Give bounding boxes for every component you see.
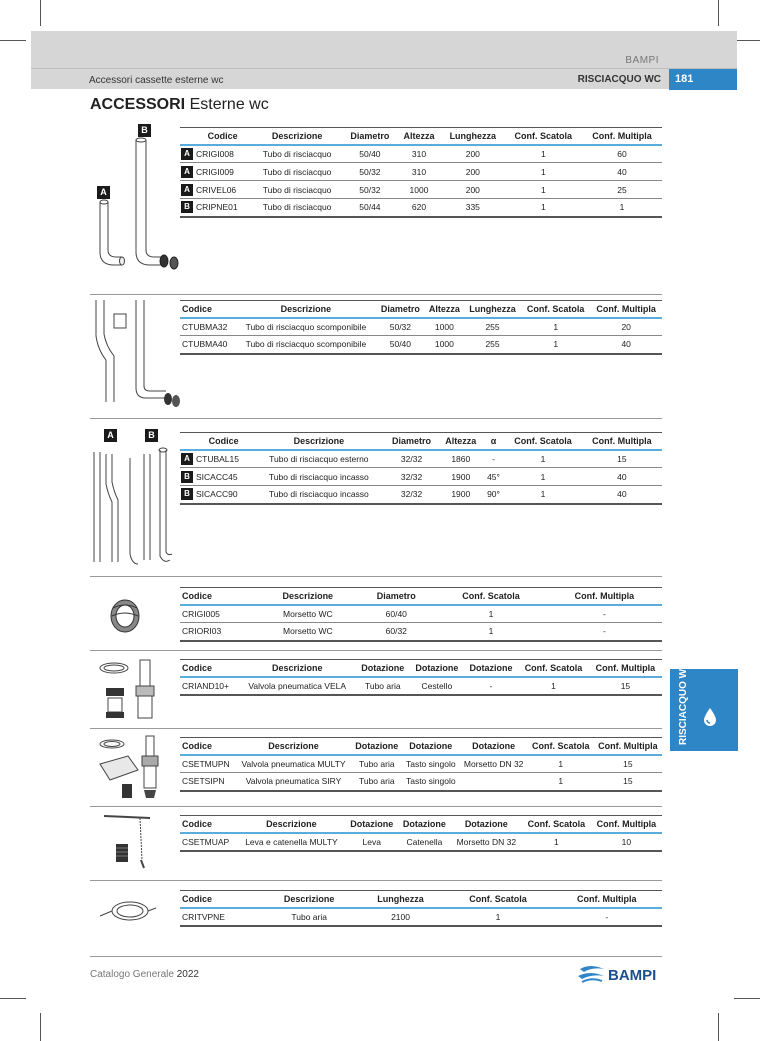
table-cell: CRIPNE01 xyxy=(194,199,251,217)
header-cell: Diametro xyxy=(343,128,397,145)
table-row xyxy=(180,318,662,336)
header-cell: Dotazione xyxy=(460,738,528,755)
header-cell: Dotazione xyxy=(464,660,518,677)
header-cell: Descrizione xyxy=(258,588,357,605)
table-header-row xyxy=(180,738,662,755)
header-cell: Codice xyxy=(180,301,236,318)
table-cell: CRIGI008 xyxy=(194,145,251,163)
table-cell: Tubo di risciacquo xyxy=(251,163,342,181)
page-title xyxy=(90,96,269,114)
section-divider xyxy=(90,728,662,729)
table-cell: Leva e catenella MULTY xyxy=(237,833,345,851)
header-cell: Altezza xyxy=(439,433,483,450)
table-cell: 1 xyxy=(582,199,662,217)
table-cell: 310 xyxy=(397,163,441,181)
header-cell: Dotazione xyxy=(352,738,402,755)
table-cell: 50/40 xyxy=(343,145,397,163)
header-cell: α xyxy=(483,433,504,450)
header-cell: Codice xyxy=(194,433,253,450)
variant-tag-cell xyxy=(180,468,194,486)
footer-catalog-label: Catalogo Generale xyxy=(90,969,177,980)
lever-chain-image xyxy=(100,812,156,872)
table-row xyxy=(180,677,662,695)
table-cell: 1 xyxy=(504,486,582,504)
table-cell: CSETMUAP xyxy=(180,833,237,851)
table-cell: Tubo aria xyxy=(352,773,402,791)
table-cell: 32/32 xyxy=(384,486,438,504)
section-divider xyxy=(90,576,662,577)
table-cell: CRIGI005 xyxy=(180,605,258,623)
variant-tag: B xyxy=(181,488,193,500)
table-cell: 1900 xyxy=(439,486,483,504)
header-cell: Conf. Multipla xyxy=(551,891,662,908)
table-cell: 1 xyxy=(522,833,591,851)
table-cell: CRITVPNE xyxy=(180,908,262,926)
header-cell: Diametro xyxy=(357,588,435,605)
table-row xyxy=(180,163,662,181)
image-tag-b: B xyxy=(145,429,158,442)
header-subbar xyxy=(31,68,737,89)
table-cell: 10 xyxy=(591,833,662,851)
footer-divider xyxy=(90,956,662,957)
product-table xyxy=(180,659,662,696)
bampi-logo xyxy=(578,963,662,990)
section-divider xyxy=(90,806,662,807)
variant-tag: A xyxy=(181,184,193,196)
crop-mark xyxy=(734,998,760,999)
table-cell: - xyxy=(464,677,518,695)
table-cell: Tubo aria xyxy=(352,755,402,773)
header-cell: Conf. Multipla xyxy=(590,301,662,318)
header-cell: Conf. Scatola xyxy=(518,660,589,677)
product-table xyxy=(180,432,662,505)
header-brand: BAMPI xyxy=(625,55,659,66)
table-cell: 1 xyxy=(435,623,547,641)
header-cell: Descrizione xyxy=(253,433,384,450)
table-cell: 15 xyxy=(589,677,662,695)
table-row xyxy=(180,623,662,641)
table-row xyxy=(180,450,662,468)
external-pipe-image xyxy=(90,444,190,570)
table-row xyxy=(180,773,662,791)
table-row xyxy=(180,833,662,851)
variant-tag-cell xyxy=(180,145,194,163)
table-header-row xyxy=(180,891,662,908)
table-cell: Tubo di risciacquo xyxy=(251,181,342,199)
section-divider xyxy=(90,418,662,419)
table-cell: CTUBAL15 xyxy=(194,450,253,468)
table-header-row xyxy=(180,128,662,145)
air-tube-image xyxy=(98,896,158,926)
table-cell: 50/32 xyxy=(343,181,397,199)
table-cell: 620 xyxy=(397,199,441,217)
table-cell: 1 xyxy=(505,181,582,199)
table-cell: Tasto singolo xyxy=(402,773,460,791)
table-cell: - xyxy=(547,605,662,623)
pneumatic-valve-image xyxy=(94,656,164,722)
variant-tag: B xyxy=(181,201,193,213)
table-cell: Tubo di risciacquo esterno xyxy=(253,450,384,468)
table-header-row xyxy=(180,301,662,318)
variant-tag-cell xyxy=(180,450,194,468)
header-cell: Descrizione xyxy=(262,891,357,908)
header-cell: Conf. Scatola xyxy=(528,738,594,755)
chapter-side-tab xyxy=(670,661,738,751)
variant-tag: A xyxy=(181,166,193,178)
table-row xyxy=(180,605,662,623)
table-cell: 1 xyxy=(435,605,547,623)
table-cell: 200 xyxy=(441,163,505,181)
table-cell: 1 xyxy=(504,450,582,468)
table-cell: 1 xyxy=(505,145,582,163)
variant-tag-cell xyxy=(180,163,194,181)
table-cell: CSETMUPN xyxy=(180,755,236,773)
header-cell: Altezza xyxy=(425,301,464,318)
product-table xyxy=(180,890,662,927)
table-cell: Tubo aria xyxy=(262,908,357,926)
table-cell: 1900 xyxy=(439,468,483,486)
crop-mark xyxy=(734,40,760,41)
header-cell: Conf. Multipla xyxy=(547,588,662,605)
header-cell: Lunghezza xyxy=(464,301,521,318)
header-cell: Dotazione xyxy=(402,738,460,755)
header-cell: Descrizione xyxy=(251,128,342,145)
header-cell: Conf. Scatola xyxy=(522,816,591,833)
footer-year: 2022 xyxy=(176,969,199,980)
table-cell: 15 xyxy=(582,450,662,468)
table-cell: 1 xyxy=(505,163,582,181)
header-cell: Codice xyxy=(180,588,258,605)
side-tab-label: RISCIACQUO WC xyxy=(678,661,689,745)
crop-mark xyxy=(718,1013,719,1041)
product-table xyxy=(180,587,662,642)
crop-mark xyxy=(718,0,719,26)
table-cell xyxy=(460,773,528,791)
table-cell: 40 xyxy=(582,163,662,181)
table-cell: CRIORI03 xyxy=(180,623,258,641)
table-cell: 60 xyxy=(582,145,662,163)
table-cell: Morsetto DN 32 xyxy=(451,833,522,851)
table-cell: CRIVEL06 xyxy=(194,181,251,199)
header-cell xyxy=(180,128,194,145)
table-row xyxy=(180,908,662,926)
header-cell xyxy=(180,433,194,450)
header-cell: Conf. Multipla xyxy=(582,433,662,450)
table-cell: 335 xyxy=(441,199,505,217)
table-cell: 1000 xyxy=(425,336,464,354)
variant-tag: A xyxy=(181,148,193,160)
header-cell: Dotazione xyxy=(398,816,451,833)
table-row xyxy=(180,468,662,486)
table-cell: 1 xyxy=(528,755,594,773)
table-cell: 45° xyxy=(483,468,504,486)
header-cell: Conf. Multipla xyxy=(594,738,662,755)
table-cell: Catenella xyxy=(398,833,451,851)
flush-pipe-image xyxy=(90,130,190,275)
table-row xyxy=(180,145,662,163)
table-cell: CRIGI009 xyxy=(194,163,251,181)
header-cell: Descrizione xyxy=(236,301,377,318)
section-divider xyxy=(90,294,662,295)
crop-mark xyxy=(40,0,41,26)
table-header-row xyxy=(180,433,662,450)
variant-tag-cell xyxy=(180,199,194,217)
bampi-logo-icon xyxy=(578,963,662,985)
table-cell: Morsetto DN 32 xyxy=(460,755,528,773)
header-cell: Descrizione xyxy=(236,738,352,755)
table-header-row xyxy=(180,588,662,605)
header-cell: Conf. Multipla xyxy=(591,816,662,833)
table-cell: 1 xyxy=(518,677,589,695)
header-cell: Descrizione xyxy=(237,816,345,833)
header-cell: Dotazione xyxy=(356,660,410,677)
table-cell: Tubo di risciacquo scomponibile xyxy=(236,318,377,336)
table-cell: Valvola pneumatica VELA xyxy=(239,677,356,695)
table-cell: - xyxy=(547,623,662,641)
table-cell: Valvola pneumatica SIRY xyxy=(236,773,352,791)
water-drop-icon xyxy=(702,707,718,727)
table-row xyxy=(180,181,662,199)
table-cell: 1 xyxy=(504,468,582,486)
table-cell: CTUBMA40 xyxy=(180,336,236,354)
table-cell: 1 xyxy=(444,908,551,926)
variant-tag: A xyxy=(181,453,193,465)
header-cell: Dotazione xyxy=(345,816,398,833)
table-cell: 40 xyxy=(582,468,662,486)
crop-mark xyxy=(0,40,26,41)
table-cell: 1 xyxy=(528,773,594,791)
header-cell: Conf. Multipla xyxy=(589,660,662,677)
header-cell: Conf. Multipla xyxy=(582,128,662,145)
table-cell: 32/32 xyxy=(384,468,438,486)
header-cell: Altezza xyxy=(397,128,441,145)
chapter-title: RISCIACQUO WC xyxy=(577,74,661,85)
section-title: Accessori cassette esterne wc xyxy=(89,75,224,86)
image-tag-a: A xyxy=(104,429,117,442)
header-cell: Dotazione xyxy=(451,816,522,833)
variant-tag: B xyxy=(181,471,193,483)
image-tag-a: A xyxy=(97,186,110,199)
table-cell: 40 xyxy=(582,486,662,504)
header-cell: Codice xyxy=(180,816,237,833)
table-cell: Valvola pneumatica MULTY xyxy=(236,755,352,773)
table-header-row xyxy=(180,816,662,833)
table-cell: 25 xyxy=(582,181,662,199)
table-cell: 32/32 xyxy=(384,450,438,468)
table-row xyxy=(180,336,662,354)
clamp-image xyxy=(108,598,142,634)
header-cell: Dotazione xyxy=(410,660,464,677)
table-cell: Morsetto WC xyxy=(258,605,357,623)
footer-catalog xyxy=(90,969,199,980)
table-cell: - xyxy=(483,450,504,468)
table-row xyxy=(180,199,662,217)
table-cell: Tubo di risciacquo incasso xyxy=(253,468,384,486)
table-cell: 1860 xyxy=(439,450,483,468)
table-cell: Tubo di risciacquo scomponibile xyxy=(236,336,377,354)
image-tag-b: B xyxy=(138,124,151,137)
header-cell: Conf. Scatola xyxy=(505,128,582,145)
table-cell: 60/40 xyxy=(357,605,435,623)
header-cell: Conf. Scatola xyxy=(435,588,547,605)
table-cell: Morsetto WC xyxy=(258,623,357,641)
pneumatic-valve-kit-image xyxy=(94,734,170,800)
header-cell: Diametro xyxy=(384,433,438,450)
table-cell: 255 xyxy=(464,318,521,336)
product-table xyxy=(180,127,662,218)
product-table xyxy=(180,815,662,852)
table-cell: CRIAND10+ xyxy=(180,677,239,695)
table-cell: 50/40 xyxy=(376,336,424,354)
header-cell: Lunghezza xyxy=(441,128,505,145)
table-row xyxy=(180,486,662,504)
table-cell: 2100 xyxy=(357,908,445,926)
header-cell: Codice xyxy=(180,660,239,677)
table-cell: 200 xyxy=(441,145,505,163)
product-table xyxy=(180,737,662,792)
header-cell: Lunghezza xyxy=(357,891,445,908)
table-cell: Tubo di risciacquo incasso xyxy=(253,486,384,504)
table-cell: SICACC90 xyxy=(194,486,253,504)
table-cell: Tubo aria xyxy=(356,677,410,695)
header-cell: Conf. Scatola xyxy=(521,301,590,318)
crop-mark xyxy=(40,1013,41,1041)
table-cell: Tasto singolo xyxy=(402,755,460,773)
header-cell: Descrizione xyxy=(239,660,356,677)
table-cell: 20 xyxy=(590,318,662,336)
crop-mark xyxy=(0,998,26,999)
product-table xyxy=(180,300,662,355)
header-cell: Codice xyxy=(180,891,262,908)
table-cell: 1000 xyxy=(397,181,441,199)
page-header xyxy=(31,31,737,89)
table-cell: CTUBMA32 xyxy=(180,318,236,336)
table-cell: Cestello xyxy=(410,677,464,695)
page-title-bold: ACCESSORI xyxy=(90,96,186,113)
table-cell: 40 xyxy=(590,336,662,354)
table-cell: 1000 xyxy=(425,318,464,336)
table-cell: 90° xyxy=(483,486,504,504)
table-cell: 50/32 xyxy=(376,318,424,336)
table-cell: SICACC45 xyxy=(194,468,253,486)
header-cell: Codice xyxy=(194,128,251,145)
table-cell: Tubo di risciacquo xyxy=(251,199,342,217)
separable-pipe-image xyxy=(90,296,190,408)
table-cell: CSETSIPN xyxy=(180,773,236,791)
table-cell: 15 xyxy=(594,755,662,773)
table-cell: - xyxy=(551,908,662,926)
table-cell: 15 xyxy=(594,773,662,791)
table-cell: 50/32 xyxy=(343,163,397,181)
table-cell: 1 xyxy=(521,318,590,336)
table-cell: 255 xyxy=(464,336,521,354)
logo-text: BAMPI xyxy=(608,967,657,984)
variant-tag-cell xyxy=(180,181,194,199)
header-cell: Codice xyxy=(180,738,236,755)
header-cell: Diametro xyxy=(376,301,424,318)
page-number: 181 xyxy=(669,69,737,90)
table-header-row xyxy=(180,660,662,677)
table-cell: 310 xyxy=(397,145,441,163)
header-cell: Conf. Scatola xyxy=(504,433,582,450)
header-cell: Conf. Scatola xyxy=(444,891,551,908)
table-cell: Leva xyxy=(345,833,398,851)
variant-tag-cell xyxy=(180,486,194,504)
section-divider xyxy=(90,650,662,651)
table-cell: 60/32 xyxy=(357,623,435,641)
table-cell: 200 xyxy=(441,181,505,199)
section-divider xyxy=(90,880,662,881)
table-cell: 1 xyxy=(505,199,582,217)
table-cell: 1 xyxy=(521,336,590,354)
table-cell: Tubo di risciacquo xyxy=(251,145,342,163)
table-cell: 50/44 xyxy=(343,199,397,217)
table-row xyxy=(180,755,662,773)
page-title-rest: Esterne wc xyxy=(185,96,269,113)
